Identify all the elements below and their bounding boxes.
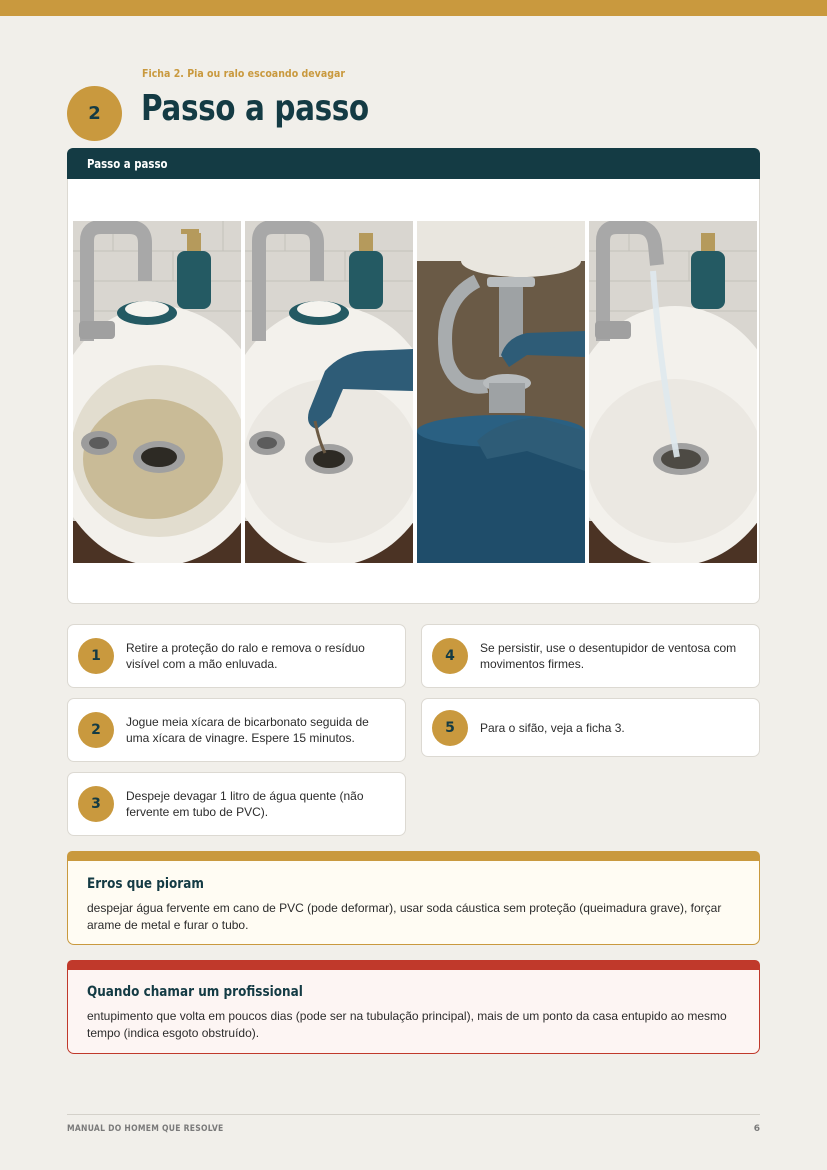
errors-callout-title: Erros que pioram [87,876,204,892]
professional-callout-text: entupimento que volta em poucos dias (pode ser na tubulação principal), mais de um ponto da casa entupido ao mesmo tempo (indica esgoto obstruído). [87,1009,727,1040]
page-title: Passo a passo [141,88,369,129]
errors-callout [67,851,760,945]
step-text: Jogue meia xícara de bicarbonato seguida de uma xícara de vinagre. Espere 15 minutos. [126,715,369,745]
step-text: Para o sifão, veja a ficha 3. [480,720,625,735]
illustration-clean-drain [589,221,757,563]
step-card [421,624,760,688]
footer-divider [67,1114,760,1115]
footer-manual-title: MANUAL DO HOMEM QUE RESOLVE [67,1124,224,1134]
illustration-remove-residue [245,221,413,563]
step-number-badge: 4 [432,638,468,674]
callout-accent-band [67,851,760,861]
professional-callout [67,960,760,1054]
top-accent-bar [0,0,827,16]
sheet-number-badge: 2 [67,86,122,141]
step-number-badge: 1 [78,638,114,674]
step-card [67,624,406,688]
step-number-badge: 5 [432,710,468,746]
step-card [67,698,406,762]
section-header [67,148,760,179]
professional-callout-title: Quando chamar um profissional [87,984,303,1000]
illustration-sink-trap [417,221,585,563]
step-text: Retire a proteção do ralo e remova o resíduo visível com a mão enluvada. [126,641,365,671]
callout-accent-band [67,960,760,970]
step-text: Se persistir, use o desentupidor de ventosa com movimentos firmes. [480,641,737,671]
step-number-badge: 3 [78,786,114,822]
errors-callout-text: despejar água fervente em cano de PVC (pode deformar), usar soda cáustica sem proteção (queimadura grave), forçar arame de metal e furar o tubo. [87,901,722,932]
step-card [67,772,406,836]
footer-page-number: 6 [753,1124,760,1134]
step-card [421,698,760,757]
step-number-badge: 2 [78,712,114,748]
illustration-dirty-drain [73,221,241,563]
sheet-kicker: Ficha 2. Pia ou ralo escoando devagar [142,67,346,80]
section-title: Passo a passo [87,156,168,171]
step-illustrations-card [67,179,760,604]
step-text: Despeje devagar 1 litro de água quente (não fervente em tubo de PVC). [126,789,364,819]
